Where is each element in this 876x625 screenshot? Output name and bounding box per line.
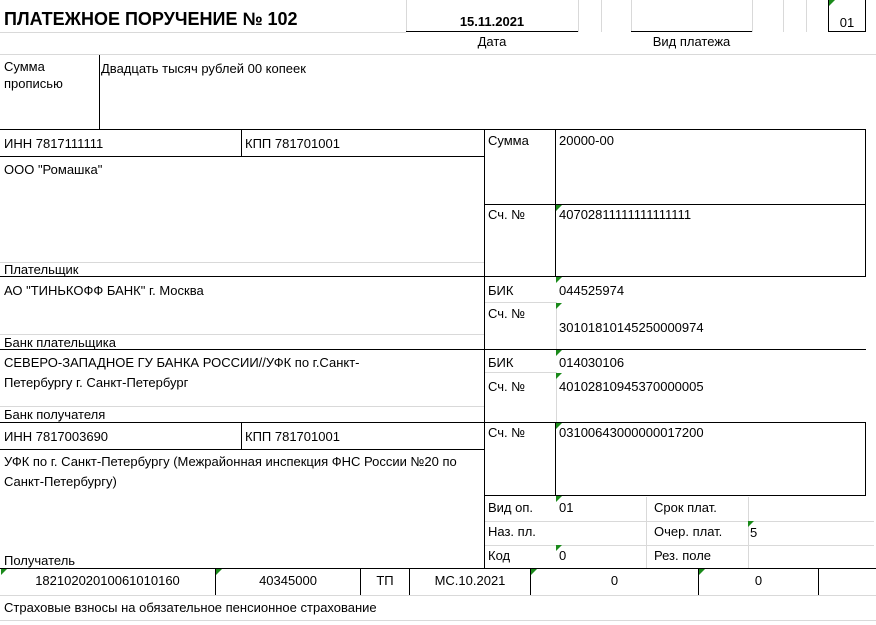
doc-date: 0 bbox=[754, 573, 763, 588]
payee-inn: ИНН 7817003690 bbox=[4, 429, 109, 444]
payment-basis: ТП bbox=[376, 573, 394, 588]
sum-value: 20000-00 bbox=[559, 133, 614, 148]
srok-plat-label: Срок плат. bbox=[654, 500, 717, 515]
payee-bank-account-label: Сч. № bbox=[488, 379, 526, 394]
payment-purpose: Страховые взносы на обязательное пенсионное страхование bbox=[4, 600, 377, 615]
ocher-plat-value: 5 bbox=[750, 525, 758, 540]
payer-bank-account-label: Сч. № bbox=[488, 306, 526, 321]
payee-bank-account: 40102810945370000005 bbox=[559, 379, 704, 394]
amount-words-label-1: Сумма bbox=[4, 59, 45, 74]
amount-words-label-2: прописью bbox=[4, 76, 63, 91]
payer-label: Плательщик bbox=[4, 262, 79, 277]
kbk: 18210202010061010160 bbox=[35, 573, 180, 588]
payee-bank-bik: 014030106 bbox=[559, 355, 625, 370]
vid-op-label: Вид оп. bbox=[488, 500, 534, 515]
payee-name: УФК по г. Санкт-Петербургу (Межрайонная инспекция ФНС России №20 по Санкт-Петербургу) bbox=[4, 454, 457, 489]
payer-bank-bik: 044525974 bbox=[559, 283, 625, 298]
payer-bank-account: 30101810145250000974 bbox=[559, 320, 704, 335]
kod-value: 0 bbox=[559, 548, 567, 563]
payee-bank-label: Банк получателя bbox=[4, 407, 106, 422]
payer-inn: ИНН 7817111111 bbox=[4, 136, 104, 151]
ocher-plat-label: Очер. плат. bbox=[654, 524, 723, 539]
document-date: 15.11.2021 bbox=[459, 14, 525, 29]
payer-account: 40702811111111111111 bbox=[559, 207, 692, 222]
sum-label: Сумма bbox=[488, 133, 529, 148]
kod-label: Код bbox=[488, 548, 511, 563]
oktmo: 40345000 bbox=[259, 573, 317, 588]
payee-bank-bik-label: БИК bbox=[488, 355, 514, 370]
payee-account: 03100643000000017200 bbox=[559, 425, 704, 440]
naz-pl-label: Наз. пл. bbox=[488, 524, 536, 539]
status-code: 01 bbox=[839, 15, 855, 30]
payer-bank-name: АО "ТИНЬКОФФ БАНК" г. Москва bbox=[4, 283, 204, 298]
payee-bank-name: СЕВЕРО-ЗАПАДНОЕ ГУ БАНКА РОССИИ//УФК по г.Санкт-Петербургу г. Санкт-Петербург bbox=[4, 355, 360, 390]
tax-period: МС.10.2021 bbox=[434, 573, 506, 588]
payer-bank-bik-label: БИК bbox=[488, 283, 514, 298]
doc-number: 0 bbox=[610, 573, 619, 588]
payer-kpp: КПП 781701001 bbox=[245, 136, 340, 151]
payee-label: Получатель bbox=[4, 553, 76, 568]
document-title: ПЛАТЕЖНОЕ ПОРУЧЕНИЕ № 102 bbox=[4, 9, 298, 29]
payee-account-label: Сч. № bbox=[488, 425, 526, 440]
payer-bank-label: Банк плательщика bbox=[4, 335, 116, 350]
amount-words-value: Двадцать тысяч рублей 00 копеек bbox=[101, 61, 306, 76]
payee-kpp: КПП 781701001 bbox=[245, 429, 340, 444]
payer-name: ООО "Ромашка" bbox=[4, 162, 103, 177]
date-label: Дата bbox=[477, 34, 507, 49]
payment-type-label: Вид платежа bbox=[652, 34, 731, 49]
vid-op-value: 01 bbox=[559, 500, 574, 515]
rez-pole-label: Рез. поле bbox=[654, 548, 712, 563]
payer-account-label: Сч. № bbox=[488, 207, 526, 222]
